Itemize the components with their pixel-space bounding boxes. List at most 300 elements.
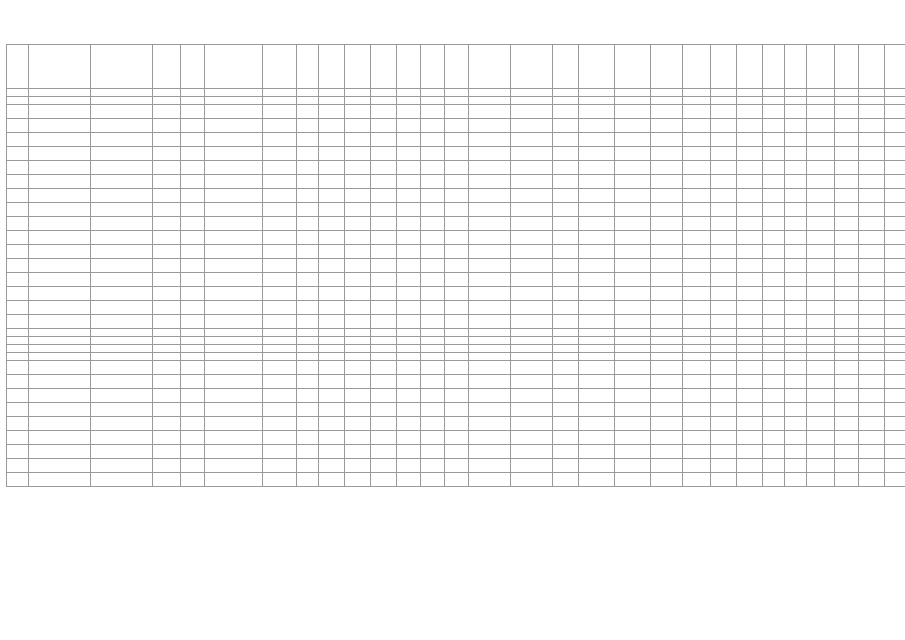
table-cell (885, 345, 905, 353)
table-cell (345, 97, 371, 105)
table-cell (91, 175, 153, 189)
table-cell (421, 189, 445, 203)
table-cell (683, 231, 711, 245)
table-cell (859, 133, 885, 147)
table-cell (763, 353, 785, 361)
table-cell (683, 147, 711, 161)
table-cell (737, 287, 763, 301)
table-cell (263, 403, 297, 417)
table-cell (345, 161, 371, 175)
table-cell (263, 231, 297, 245)
table-cell (615, 375, 651, 389)
table-cell (345, 189, 371, 203)
table-cell (859, 459, 885, 473)
table-cell (579, 245, 615, 259)
table-cell (445, 361, 469, 375)
table-cell (651, 445, 683, 459)
table-cell (651, 417, 683, 431)
table-cell (371, 259, 397, 273)
table-cell (397, 89, 421, 97)
table-cell (579, 175, 615, 189)
table-cell (181, 375, 205, 389)
table-cell (651, 203, 683, 217)
table-cell (205, 245, 263, 259)
table-cell (763, 119, 785, 133)
column-header (421, 45, 445, 89)
table-row (7, 459, 905, 473)
table-cell (807, 329, 835, 337)
table-cell (737, 161, 763, 175)
table-cell (885, 431, 905, 445)
table-cell (91, 459, 153, 473)
column-header (615, 45, 651, 89)
table-cell (29, 417, 91, 431)
table-cell (859, 89, 885, 97)
table-cell (553, 231, 579, 245)
table-cell (807, 231, 835, 245)
table-row (7, 245, 905, 259)
table-cell (859, 161, 885, 175)
table-cell (763, 89, 785, 97)
table-cell (553, 417, 579, 431)
table-cell (181, 287, 205, 301)
table-cell (737, 445, 763, 459)
table-cell (421, 147, 445, 161)
table-cell (579, 315, 615, 329)
table-cell (345, 119, 371, 133)
table-cell (345, 329, 371, 337)
table-cell (345, 147, 371, 161)
table-cell (785, 231, 807, 245)
table-cell (205, 287, 263, 301)
table-cell (711, 403, 737, 417)
table-cell (205, 259, 263, 273)
table-cell (807, 473, 835, 487)
table-cell (421, 403, 445, 417)
table-cell (319, 403, 345, 417)
table-cell (29, 147, 91, 161)
table-cell (553, 161, 579, 175)
table-cell (711, 133, 737, 147)
table-cell (445, 337, 469, 345)
table-cell (511, 361, 553, 375)
table-cell (553, 133, 579, 147)
table-cell (297, 231, 319, 245)
table-cell (397, 147, 421, 161)
table-cell (683, 431, 711, 445)
table-cell (511, 161, 553, 175)
table-cell (885, 445, 905, 459)
table-cell (7, 231, 29, 245)
table-cell (737, 245, 763, 259)
table-cell (153, 161, 181, 175)
table-cell (319, 89, 345, 97)
table-cell (397, 97, 421, 105)
table-cell (469, 459, 511, 473)
table-cell (807, 133, 835, 147)
table-cell (763, 459, 785, 473)
table-cell (345, 133, 371, 147)
table-cell (835, 353, 859, 361)
table-cell (737, 403, 763, 417)
table-cell (7, 217, 29, 231)
table-cell (553, 119, 579, 133)
table-cell (511, 287, 553, 301)
table-cell (683, 161, 711, 175)
table-cell (445, 329, 469, 337)
table-cell (297, 353, 319, 361)
table-cell (181, 301, 205, 315)
table-cell (651, 337, 683, 345)
table-cell (835, 445, 859, 459)
table-cell (7, 315, 29, 329)
table-cell (651, 361, 683, 375)
table-cell (397, 105, 421, 119)
table-cell (469, 105, 511, 119)
table-cell (7, 459, 29, 473)
table-cell (263, 301, 297, 315)
table-cell (615, 105, 651, 119)
table-cell (579, 375, 615, 389)
table-cell (445, 105, 469, 119)
table-cell (785, 161, 807, 175)
table-cell (885, 105, 905, 119)
table-cell (345, 89, 371, 97)
table-cell (615, 245, 651, 259)
table-cell (345, 431, 371, 445)
column-header (683, 45, 711, 89)
table-cell (807, 119, 835, 133)
table-cell (181, 403, 205, 417)
table-cell (421, 329, 445, 337)
table-cell (7, 417, 29, 431)
table-cell (683, 97, 711, 105)
table-cell (397, 133, 421, 147)
table-cell (885, 259, 905, 273)
table-cell (579, 273, 615, 287)
table-cell (835, 375, 859, 389)
table-cell (885, 361, 905, 375)
table-cell (397, 445, 421, 459)
table-cell (371, 417, 397, 431)
table-cell (371, 403, 397, 417)
table-cell (153, 445, 181, 459)
table-cell (651, 259, 683, 273)
table-cell (397, 287, 421, 301)
table-cell (763, 287, 785, 301)
table-cell (615, 119, 651, 133)
table-cell (371, 273, 397, 287)
table-cell (397, 203, 421, 217)
table-cell (615, 301, 651, 315)
table-cell (835, 161, 859, 175)
table-cell (297, 287, 319, 301)
table-cell (421, 375, 445, 389)
table-cell (91, 189, 153, 203)
table-cell (579, 417, 615, 431)
table-cell (553, 315, 579, 329)
table-cell (371, 161, 397, 175)
table-cell (835, 97, 859, 105)
table-cell (859, 329, 885, 337)
table-cell (859, 273, 885, 287)
table-cell (319, 301, 345, 315)
table-cell (835, 301, 859, 315)
table-cell (29, 315, 91, 329)
table-cell (835, 245, 859, 259)
table-cell (651, 389, 683, 403)
table-cell (807, 431, 835, 445)
table-cell (553, 445, 579, 459)
table-cell (319, 203, 345, 217)
table-cell (511, 403, 553, 417)
table-cell (859, 287, 885, 301)
table-cell (553, 337, 579, 345)
table-cell (683, 259, 711, 273)
table-cell (91, 245, 153, 259)
table-cell (615, 161, 651, 175)
table-cell (319, 345, 345, 353)
table-cell (763, 445, 785, 459)
table-cell (345, 361, 371, 375)
table-cell (7, 203, 29, 217)
table-cell (153, 133, 181, 147)
table-cell (319, 97, 345, 105)
table-cell (29, 473, 91, 487)
column-header (297, 45, 319, 89)
table-cell (205, 417, 263, 431)
table-cell (469, 97, 511, 105)
table-cell (371, 89, 397, 97)
table-cell (469, 147, 511, 161)
table-cell (651, 473, 683, 487)
table-cell (421, 459, 445, 473)
table-cell (737, 217, 763, 231)
table-cell (785, 417, 807, 431)
table-cell (319, 259, 345, 273)
table-cell (737, 119, 763, 133)
table-cell (737, 431, 763, 445)
table-cell (153, 189, 181, 203)
table-cell (711, 361, 737, 375)
table-cell (445, 345, 469, 353)
table-cell (263, 459, 297, 473)
table-cell (511, 445, 553, 459)
table-cell (319, 231, 345, 245)
table-row (7, 353, 905, 361)
table-cell (615, 273, 651, 287)
table-cell (469, 361, 511, 375)
table-row (7, 175, 905, 189)
table-cell (91, 133, 153, 147)
table-cell (511, 345, 553, 353)
table-cell (785, 147, 807, 161)
table-cell (553, 375, 579, 389)
table-cell (153, 301, 181, 315)
table-cell (7, 361, 29, 375)
data-table (6, 44, 905, 487)
table-cell (297, 473, 319, 487)
table-header-row (7, 45, 905, 89)
table-cell (91, 287, 153, 301)
table-cell (737, 175, 763, 189)
table-cell (7, 329, 29, 337)
table-cell (319, 329, 345, 337)
table-cell (763, 105, 785, 119)
table-cell (445, 189, 469, 203)
table-cell (205, 147, 263, 161)
table-cell (579, 337, 615, 345)
table-cell (859, 175, 885, 189)
table-cell (91, 473, 153, 487)
table-cell (445, 203, 469, 217)
table-row (7, 203, 905, 217)
table-cell (651, 97, 683, 105)
table-cell (553, 329, 579, 337)
table-cell (181, 329, 205, 337)
table-cell (683, 315, 711, 329)
table-cell (7, 161, 29, 175)
table-cell (651, 189, 683, 203)
table-cell (711, 147, 737, 161)
table-cell (29, 287, 91, 301)
table-cell (763, 189, 785, 203)
table-cell (835, 119, 859, 133)
table-cell (371, 353, 397, 361)
table-cell (397, 431, 421, 445)
table-cell (511, 231, 553, 245)
table-cell (7, 473, 29, 487)
table-row (7, 133, 905, 147)
table-cell (297, 189, 319, 203)
table-cell (737, 329, 763, 337)
table-cell (469, 259, 511, 273)
table-cell (469, 301, 511, 315)
table-cell (153, 105, 181, 119)
table-cell (91, 431, 153, 445)
table-cell (763, 389, 785, 403)
table-row (7, 259, 905, 273)
table-cell (553, 431, 579, 445)
table-cell (319, 337, 345, 345)
table-cell (763, 301, 785, 315)
table-cell (397, 231, 421, 245)
table-cell (91, 389, 153, 403)
table-cell (469, 189, 511, 203)
table-cell (579, 147, 615, 161)
table-cell (859, 245, 885, 259)
table-cell (683, 133, 711, 147)
table-row (7, 189, 905, 203)
table-cell (205, 89, 263, 97)
table-cell (615, 189, 651, 203)
table-cell (397, 217, 421, 231)
table-cell (397, 375, 421, 389)
table-cell (807, 403, 835, 417)
table-cell (371, 133, 397, 147)
table-cell (763, 245, 785, 259)
table-cell (205, 337, 263, 345)
table-cell (445, 353, 469, 361)
table-cell (421, 417, 445, 431)
table-cell (785, 259, 807, 273)
table-cell (181, 459, 205, 473)
column-header (553, 45, 579, 89)
table-cell (737, 375, 763, 389)
table-cell (553, 473, 579, 487)
table-cell (371, 337, 397, 345)
table-cell (807, 273, 835, 287)
table-cell (445, 97, 469, 105)
table-cell (263, 259, 297, 273)
table-cell (7, 105, 29, 119)
table-cell (371, 203, 397, 217)
table-cell (91, 375, 153, 389)
table-cell (181, 119, 205, 133)
table-cell (469, 389, 511, 403)
table-cell (153, 245, 181, 259)
table-cell (181, 389, 205, 403)
table-cell (345, 459, 371, 473)
table-cell (297, 389, 319, 403)
table-cell (511, 245, 553, 259)
table-cell (615, 175, 651, 189)
table-cell (371, 315, 397, 329)
table-cell (579, 203, 615, 217)
table-cell (579, 161, 615, 175)
table-cell (371, 389, 397, 403)
table-cell (7, 287, 29, 301)
table-cell (511, 119, 553, 133)
table-cell (785, 473, 807, 487)
table-cell (807, 259, 835, 273)
column-header (205, 45, 263, 89)
table-cell (7, 403, 29, 417)
table-cell (651, 329, 683, 337)
table-cell (319, 133, 345, 147)
table-cell (859, 203, 885, 217)
table-row (7, 417, 905, 431)
table-cell (421, 119, 445, 133)
table-cell (181, 105, 205, 119)
table-cell (807, 459, 835, 473)
table-cell (859, 445, 885, 459)
table-cell (615, 389, 651, 403)
table-cell (683, 353, 711, 361)
table-cell (91, 217, 153, 231)
table-cell (445, 161, 469, 175)
column-header (651, 45, 683, 89)
table-cell (859, 301, 885, 315)
table-cell (397, 175, 421, 189)
table-cell (29, 329, 91, 337)
table-cell (807, 161, 835, 175)
table-row (7, 119, 905, 133)
table-cell (885, 97, 905, 105)
table-cell (835, 459, 859, 473)
table-cell (205, 315, 263, 329)
table-cell (29, 97, 91, 105)
column-header (153, 45, 181, 89)
table-cell (737, 301, 763, 315)
table-cell (91, 97, 153, 105)
table-cell (511, 375, 553, 389)
table-cell (683, 345, 711, 353)
table-cell (469, 119, 511, 133)
table-cell (807, 189, 835, 203)
table-cell (469, 417, 511, 431)
table-cell (263, 189, 297, 203)
